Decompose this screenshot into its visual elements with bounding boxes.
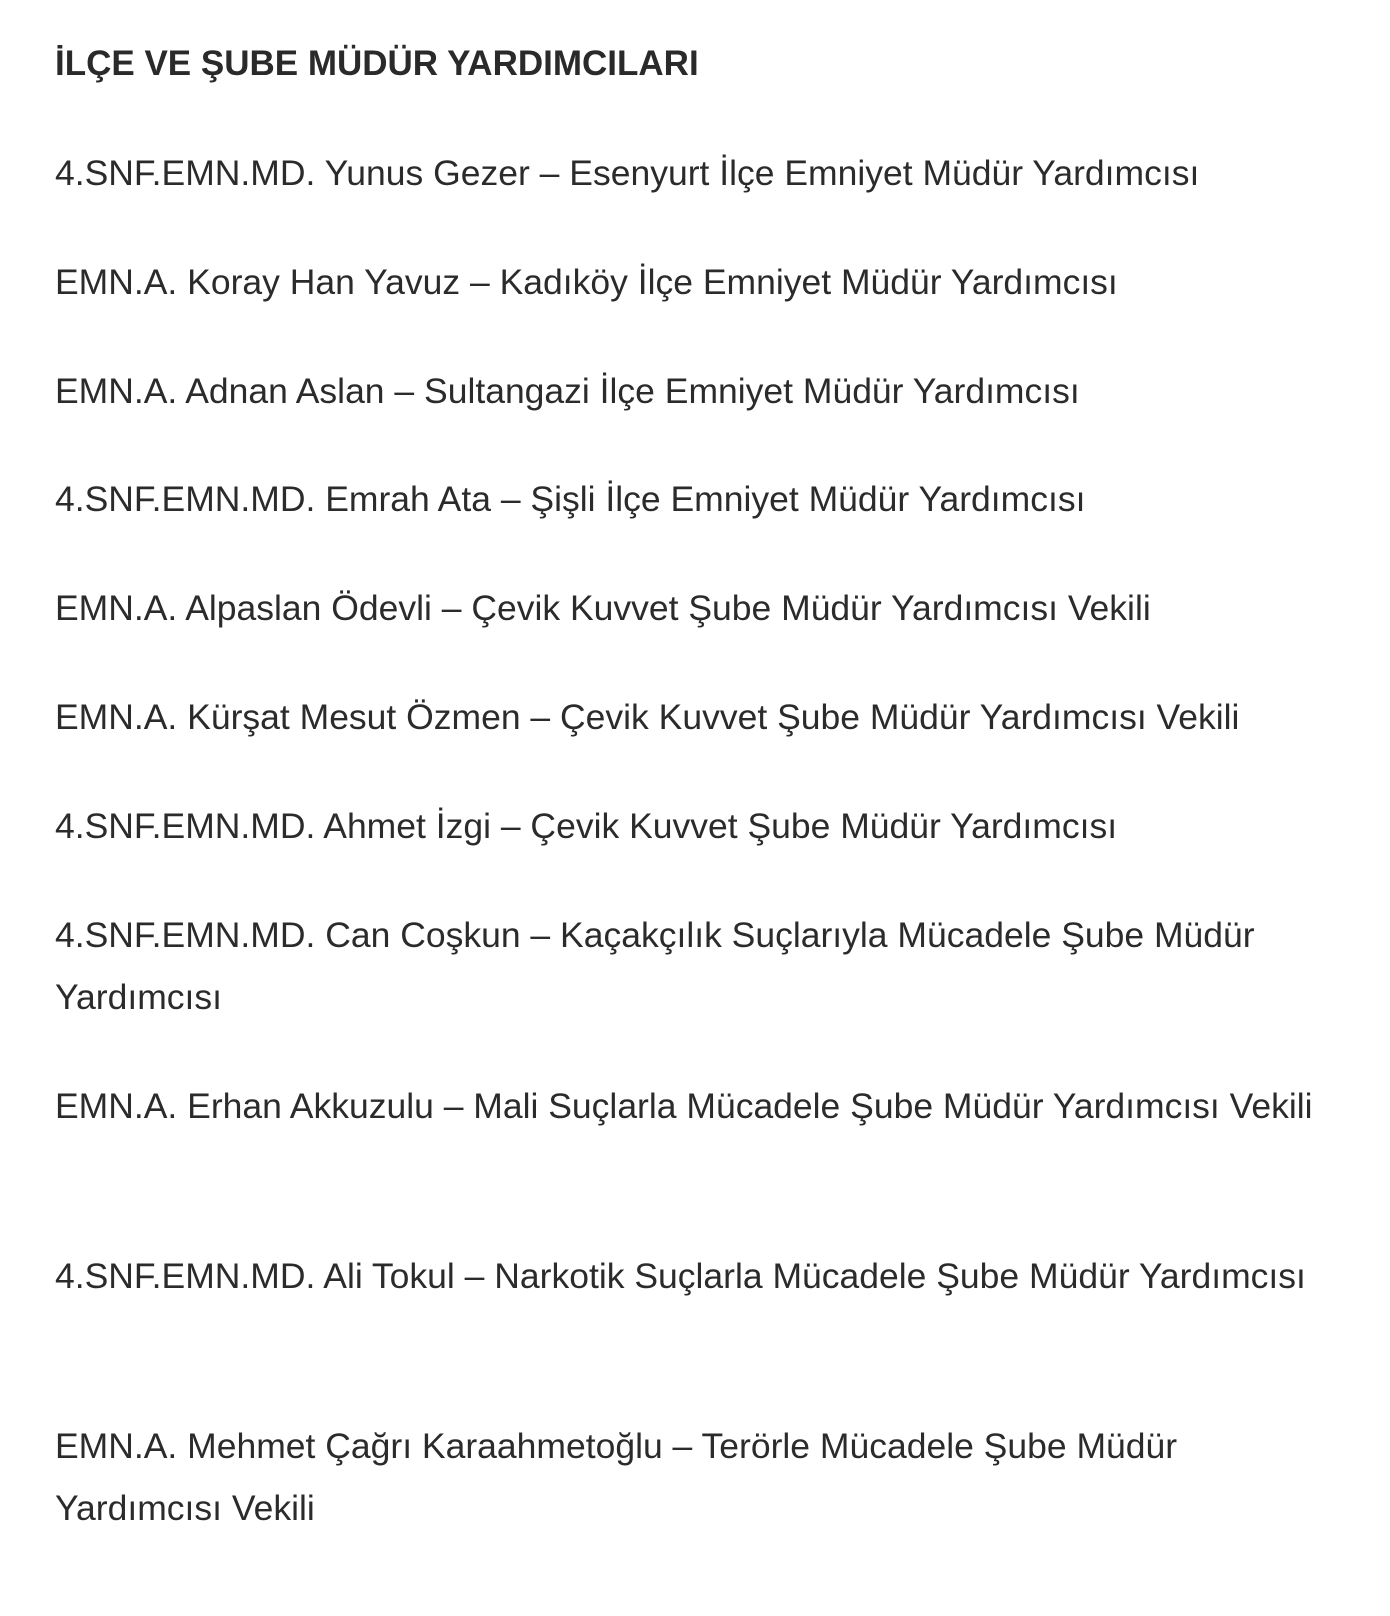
appointment-entry: EMN.A. Kürşat Mesut Özmen – Çevik Kuvvet Şube Müdür Yardımcısı Vekili: [55, 697, 1240, 737]
appointment-entry: 4.SNF.EMN.MD. Emrah Ata – Şişli İlçe Emniyet Müdür Yardımcısı: [55, 479, 1086, 519]
appointment-entry: EMN.A. Adnan Aslan – Sultangazi İlçe Emniyet Müdür Yardımcısı: [55, 371, 1080, 411]
appointment-entry: 4.SNF.EMN.MD. Can Coşkun – Kaçakçılık Suçlarıyla Mücadele Şube Müdür Yardımcısı: [55, 915, 1255, 1017]
appointment-entry: 4.SNF.EMN.MD. Ahmet İzgi – Çevik Kuvvet Şube Müdür Yardımcısı: [55, 806, 1118, 846]
appointment-entry: EMN.A. Koray Han Yavuz – Kadıköy İlçe Emniyet Müdür Yardımcısı: [55, 262, 1118, 302]
appointment-entry: 4.SNF.EMN.MD. Yunus Gezer – Esenyurt İlçe Emniyet Müdür Yardımcısı: [55, 153, 1200, 193]
appointment-entry: EMN.A. Mehmet Çağrı Karaahmetoğlu – Terörle Mücadele Şube Müdür Yardımcısı Vekili: [55, 1426, 1178, 1528]
section-heading: İLÇE VE ŞUBE MÜDÜR YARDIMCILARI: [55, 44, 699, 83]
appointment-entry: EMN.A. Alpaslan Ödevli – Çevik Kuvvet Şube Müdür Yardımcısı Vekili: [55, 588, 1151, 628]
appointment-entry: EMN.A. Erhan Akkuzulu – Mali Suçlarla Mücadele Şube Müdür Yardımcısı Vekili: [55, 1086, 1313, 1126]
appointment-entry: 4.SNF.EMN.MD. Ali Tokul – Narkotik Suçlarla Mücadele Şube Müdür Yardımcısı: [55, 1256, 1306, 1296]
